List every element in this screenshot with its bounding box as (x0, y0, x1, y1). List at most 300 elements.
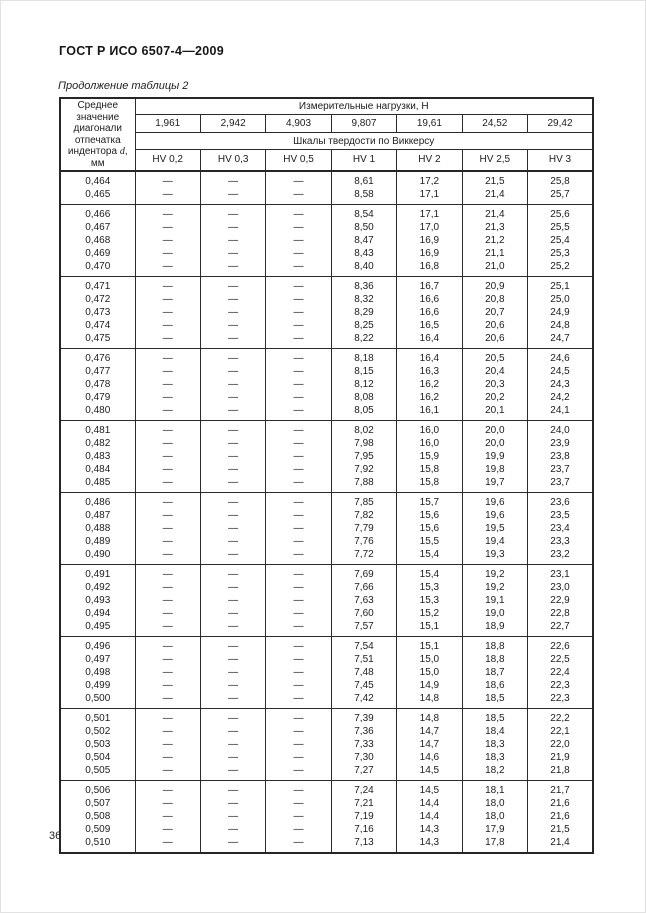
load-value-cell: 24,52 (462, 114, 527, 133)
table-row (60, 293, 593, 306)
diagonal-value-cell: 0,471 (60, 277, 135, 294)
table-row (60, 594, 593, 607)
hardness-value-cell: 19,5 (462, 522, 527, 535)
hardness-value-cell: 22,7 (528, 620, 593, 637)
hardness-value-cell: — (200, 836, 265, 853)
hardness-value-cell: — (135, 581, 200, 594)
hardness-value-cell: — (200, 607, 265, 620)
load-value-cell: 2,942 (200, 114, 265, 133)
hardness-value-cell: — (200, 221, 265, 234)
table-row (60, 823, 593, 836)
diagonal-header-cell (60, 98, 135, 171)
hardness-value-cell: 7,36 (331, 725, 396, 738)
diagonal-value-cell: 0,509 (60, 823, 135, 836)
hardness-value-cell: — (200, 349, 265, 366)
hardness-value-cell: — (200, 293, 265, 306)
table-row (60, 565, 593, 582)
hardness-value-cell: 15,6 (397, 522, 462, 535)
hardness-value-cell: — (266, 247, 331, 260)
hardness-value-cell: — (200, 764, 265, 781)
hardness-value-cell: 16,1 (397, 404, 462, 421)
hardness-value-cell: — (266, 205, 331, 222)
hardness-value-cell: 24,9 (528, 306, 593, 319)
hardness-value-cell: 7,51 (331, 653, 396, 666)
hardness-value-cell: 16,0 (397, 421, 462, 438)
hardness-value-cell: 7,24 (331, 781, 396, 798)
hardness-value-cell: 15,5 (397, 535, 462, 548)
hardness-value-cell: 8,18 (331, 349, 396, 366)
hardness-value-cell: 20,6 (462, 319, 527, 332)
hardness-value-cell: 15,4 (397, 565, 462, 582)
hardness-value-cell: — (135, 391, 200, 404)
table-row (60, 421, 593, 438)
table-row (60, 437, 593, 450)
hardness-value-cell: 16,2 (397, 391, 462, 404)
hardness-value-cell: 25,3 (528, 247, 593, 260)
hardness-value-cell: 17,1 (397, 188, 462, 205)
hardness-value-cell: 7,33 (331, 738, 396, 751)
hardness-value-cell: 19,6 (462, 509, 527, 522)
hardness-value-cell: 14,8 (397, 709, 462, 726)
hardness-value-cell: — (135, 709, 200, 726)
table-row (60, 319, 593, 332)
table-row (60, 781, 593, 798)
diagonal-value-cell: 0,500 (60, 692, 135, 709)
hardness-value-cell: — (200, 535, 265, 548)
row-group (60, 421, 593, 493)
hardness-value-cell: — (200, 332, 265, 349)
hardness-value-cell: — (266, 349, 331, 366)
hardness-value-cell: 20,1 (462, 404, 527, 421)
hardness-value-cell: 8,50 (331, 221, 396, 234)
hardness-value-cell: — (266, 679, 331, 692)
hardness-value-cell: — (135, 365, 200, 378)
hardness-value-cell: — (266, 522, 331, 535)
diagonal-value-cell: 0,468 (60, 234, 135, 247)
hardness-value-cell: 15,3 (397, 594, 462, 607)
hardness-value-cell: 23,2 (528, 548, 593, 565)
hardness-value-cell: 15,3 (397, 581, 462, 594)
hardness-value-cell: 16,7 (397, 277, 462, 294)
hardness-value-cell: 20,8 (462, 293, 527, 306)
hardness-value-cell: — (135, 188, 200, 205)
diagonal-value-cell: 0,497 (60, 653, 135, 666)
table-row (60, 522, 593, 535)
hardness-value-cell: 21,5 (528, 823, 593, 836)
hardness-value-cell: 22,1 (528, 725, 593, 738)
diagonal-value-cell: 0,464 (60, 171, 135, 188)
hardness-value-cell: 19,2 (462, 581, 527, 594)
hardness-value-cell: — (266, 319, 331, 332)
hardness-value-cell: 21,0 (462, 260, 527, 277)
hardness-value-cell: — (200, 709, 265, 726)
hardness-value-cell: — (200, 450, 265, 463)
table-row (60, 450, 593, 463)
scale-header-cell: HV 0,5 (266, 149, 331, 171)
hardness-value-cell: — (135, 738, 200, 751)
hardness-value-cell: — (200, 581, 265, 594)
hardness-value-cell: 25,7 (528, 188, 593, 205)
hardness-value-cell: — (266, 620, 331, 637)
table-row (60, 277, 593, 294)
hardness-value-cell: 23,3 (528, 535, 593, 548)
hardness-value-cell: — (135, 810, 200, 823)
hardness-value-cell: 8,47 (331, 234, 396, 247)
hardness-value-cell: — (266, 221, 331, 234)
hardness-value-cell: — (135, 509, 200, 522)
hardness-value-cell: — (266, 581, 331, 594)
hardness-value-cell: — (135, 637, 200, 654)
hardness-value-cell: 23,7 (528, 463, 593, 476)
hardness-value-cell: — (266, 188, 331, 205)
hardness-value-cell: — (200, 637, 265, 654)
hardness-value-cell: — (266, 781, 331, 798)
hardness-value-cell: 24,0 (528, 421, 593, 438)
hardness-value-cell: — (200, 391, 265, 404)
hardness-value-cell: — (135, 221, 200, 234)
table-row (60, 637, 593, 654)
scales-values-row (60, 149, 593, 171)
hardness-value-cell: 16,8 (397, 260, 462, 277)
hardness-value-cell: 16,3 (397, 365, 462, 378)
hardness-value-cell: 16,6 (397, 293, 462, 306)
table-row (60, 709, 593, 726)
hardness-value-cell: — (200, 565, 265, 582)
hardness-value-cell: — (266, 365, 331, 378)
hardness-value-cell: 8,40 (331, 260, 396, 277)
hardness-value-cell: — (266, 565, 331, 582)
hardness-value-cell: — (135, 260, 200, 277)
hardness-value-cell: — (200, 463, 265, 476)
hardness-value-cell: 21,8 (528, 764, 593, 781)
hardness-value-cell: 22,9 (528, 594, 593, 607)
hardness-value-cell: 14,4 (397, 810, 462, 823)
hardness-value-cell: 15,0 (397, 666, 462, 679)
hardness-value-cell: 18,0 (462, 797, 527, 810)
table-row (60, 221, 593, 234)
hardness-value-cell: — (266, 378, 331, 391)
hardness-value-cell: 18,4 (462, 725, 527, 738)
hardness-value-cell: 19,2 (462, 565, 527, 582)
hardness-value-cell: — (135, 234, 200, 247)
hardness-value-cell: 22,6 (528, 637, 593, 654)
hardness-value-cell: — (200, 476, 265, 493)
hardness-value-cell: — (135, 522, 200, 535)
hardness-value-cell: 7,92 (331, 463, 396, 476)
hardness-value-cell: — (266, 306, 331, 319)
hardness-value-cell: 25,0 (528, 293, 593, 306)
hardness-value-cell: 7,57 (331, 620, 396, 637)
hardness-value-cell: 18,9 (462, 620, 527, 637)
diagonal-value-cell: 0,485 (60, 476, 135, 493)
hardness-value-cell: — (266, 391, 331, 404)
hardness-value-cell: 15,7 (397, 493, 462, 510)
hardness-value-cell: — (135, 378, 200, 391)
hardness-value-cell: 8,25 (331, 319, 396, 332)
hardness-value-cell: — (135, 421, 200, 438)
hardness-value-cell: — (200, 493, 265, 510)
hardness-value-cell: — (200, 797, 265, 810)
hardness-value-cell: 18,0 (462, 810, 527, 823)
hardness-value-cell: — (266, 764, 331, 781)
hardness-value-cell: 14,9 (397, 679, 462, 692)
hardness-value-cell: 16,2 (397, 378, 462, 391)
hardness-value-cell: — (200, 205, 265, 222)
table-row (60, 463, 593, 476)
hardness-value-cell: 7,85 (331, 493, 396, 510)
hardness-value-cell: 17,9 (462, 823, 527, 836)
scale-header-cell: HV 2 (397, 149, 462, 171)
table-row (60, 764, 593, 781)
hardness-value-cell: — (200, 437, 265, 450)
hardness-value-cell: — (135, 594, 200, 607)
table-row (60, 306, 593, 319)
diagonal-value-cell: 0,498 (60, 666, 135, 679)
table-row (60, 404, 593, 421)
hardness-value-cell: 23,1 (528, 565, 593, 582)
hardness-value-cell: 7,48 (331, 666, 396, 679)
hardness-value-cell: — (266, 797, 331, 810)
hardness-value-cell: 21,5 (462, 171, 527, 188)
diagonal-value-cell: 0,506 (60, 781, 135, 798)
hardness-value-cell: 14,7 (397, 738, 462, 751)
diagonal-value-cell: 0,465 (60, 188, 135, 205)
hardness-value-cell: — (266, 836, 331, 853)
hardness-value-cell: 15,1 (397, 637, 462, 654)
hardness-value-cell: 23,6 (528, 493, 593, 510)
row-group (60, 277, 593, 349)
hardness-value-cell: 19,7 (462, 476, 527, 493)
hardness-value-cell: 7,88 (331, 476, 396, 493)
table-row (60, 332, 593, 349)
hardness-value-cell: 8,02 (331, 421, 396, 438)
diagonal-value-cell: 0,476 (60, 349, 135, 366)
scale-header-cell: HV 0,3 (200, 149, 265, 171)
diagonal-value-cell: 0,493 (60, 594, 135, 607)
hardness-value-cell: 19,3 (462, 548, 527, 565)
hardness-value-cell: 21,2 (462, 234, 527, 247)
hardness-value-cell: 18,8 (462, 653, 527, 666)
hardness-value-cell: — (200, 260, 265, 277)
hardness-value-cell: — (135, 247, 200, 260)
hardness-value-cell: — (200, 823, 265, 836)
diagonal-value-cell: 0,503 (60, 738, 135, 751)
hardness-value-cell: 23,7 (528, 476, 593, 493)
hardness-value-cell: 7,76 (331, 535, 396, 548)
hardness-value-cell: — (200, 522, 265, 535)
hardness-value-cell: — (200, 620, 265, 637)
scales-title-cell: Шкалы твердости по Виккерсу (135, 133, 593, 149)
hardness-value-cell: — (266, 709, 331, 726)
hardness-value-cell: — (200, 653, 265, 666)
hardness-value-cell: 7,79 (331, 522, 396, 535)
diagonal-value-cell: 0,504 (60, 751, 135, 764)
hardness-value-cell: 25,1 (528, 277, 593, 294)
table-row (60, 509, 593, 522)
hardness-value-cell: — (135, 836, 200, 853)
diagonal-symbol: d (119, 146, 125, 157)
hardness-value-cell: — (135, 293, 200, 306)
hardness-value-cell: 16,9 (397, 247, 462, 260)
hardness-value-cell: 22,3 (528, 679, 593, 692)
hardness-value-cell: 19,8 (462, 463, 527, 476)
diagonal-value-cell: 0,494 (60, 607, 135, 620)
table-row (60, 810, 593, 823)
diagonal-value-cell: 0,473 (60, 306, 135, 319)
loads-values-row (60, 114, 593, 133)
hardness-value-cell: — (135, 319, 200, 332)
hardness-value-cell: — (266, 738, 331, 751)
diagonal-value-cell: 0,495 (60, 620, 135, 637)
hardness-value-cell: 15,1 (397, 620, 462, 637)
hardness-value-cell: — (135, 450, 200, 463)
table-row (60, 171, 593, 188)
hardness-value-cell: 23,4 (528, 522, 593, 535)
hardness-value-cell: 8,22 (331, 332, 396, 349)
load-value-cell: 29,42 (528, 114, 593, 133)
hardness-value-cell: 18,5 (462, 709, 527, 726)
hardness-value-cell: 19,4 (462, 535, 527, 548)
hardness-value-cell: 14,4 (397, 797, 462, 810)
hardness-value-cell: 15,6 (397, 509, 462, 522)
page-number: 36 (49, 830, 62, 842)
hardness-value-cell: 20,9 (462, 277, 527, 294)
hardness-value-cell: — (200, 594, 265, 607)
hardness-value-cell: 17,2 (397, 171, 462, 188)
hardness-value-cell: — (266, 548, 331, 565)
hardness-value-cell: 7,69 (331, 565, 396, 582)
hardness-value-cell: — (135, 476, 200, 493)
diagonal-value-cell: 0,489 (60, 535, 135, 548)
hardness-value-cell: 20,6 (462, 332, 527, 349)
hardness-value-cell: 20,0 (462, 421, 527, 438)
diagonal-value-cell: 0,496 (60, 637, 135, 654)
hardness-value-cell: — (200, 404, 265, 421)
hardness-value-cell: 7,63 (331, 594, 396, 607)
hardness-value-cell: — (266, 692, 331, 709)
hardness-value-cell: 23,9 (528, 437, 593, 450)
hardness-value-cell: 7,30 (331, 751, 396, 764)
hardness-value-cell: 8,08 (331, 391, 396, 404)
hardness-value-cell: — (135, 277, 200, 294)
table-row (60, 548, 593, 565)
table-row (60, 260, 593, 277)
hardness-value-cell: 21,4 (462, 205, 527, 222)
hardness-value-cell: — (135, 653, 200, 666)
hardness-value-cell: — (135, 565, 200, 582)
hardness-value-cell: — (266, 463, 331, 476)
hardness-value-cell: — (135, 607, 200, 620)
hardness-value-cell: 7,27 (331, 764, 396, 781)
load-value-cell: 1,961 (135, 114, 200, 133)
hardness-value-cell: — (266, 493, 331, 510)
hardness-value-cell: — (266, 234, 331, 247)
hardness-value-cell: 8,36 (331, 277, 396, 294)
table-header (60, 98, 593, 171)
hardness-value-cell: 14,8 (397, 692, 462, 709)
hardness-value-cell: — (266, 607, 331, 620)
diagonal-value-cell: 0,491 (60, 565, 135, 582)
hardness-value-cell: — (266, 751, 331, 764)
hardness-value-cell: 19,1 (462, 594, 527, 607)
hardness-value-cell: 16,6 (397, 306, 462, 319)
hardness-value-cell: 20,4 (462, 365, 527, 378)
hardness-value-cell: 24,3 (528, 378, 593, 391)
table-row (60, 666, 593, 679)
hardness-value-cell: 22,8 (528, 607, 593, 620)
hardness-value-cell: — (200, 188, 265, 205)
diagonal-value-cell: 0,481 (60, 421, 135, 438)
hardness-value-cell: 8,61 (331, 171, 396, 188)
hardness-value-cell: — (200, 509, 265, 522)
diagonal-value-cell: 0,482 (60, 437, 135, 450)
hardness-value-cell: 20,2 (462, 391, 527, 404)
table-row (60, 607, 593, 620)
table-row (60, 476, 593, 493)
hardness-value-cell: — (135, 463, 200, 476)
hardness-value-cell: — (135, 493, 200, 510)
hardness-value-cell: 21,6 (528, 810, 593, 823)
hardness-value-cell: 21,3 (462, 221, 527, 234)
table-row (60, 653, 593, 666)
hardness-value-cell: 7,72 (331, 548, 396, 565)
diagonal-value-cell: 0,469 (60, 247, 135, 260)
diagonal-value-cell: 0,505 (60, 764, 135, 781)
hardness-value-cell: 23,5 (528, 509, 593, 522)
row-group (60, 781, 593, 854)
hardness-value-cell: 19,9 (462, 450, 527, 463)
hardness-value-cell: — (266, 260, 331, 277)
diagonal-header-text: Среднее значение диагонали отпечатка индентора (67, 100, 122, 157)
hardness-value-cell: — (266, 277, 331, 294)
hardness-value-cell: 7,21 (331, 797, 396, 810)
hardness-value-cell: — (266, 171, 331, 188)
hardness-value-cell: 24,5 (528, 365, 593, 378)
hardness-value-cell: — (266, 666, 331, 679)
hardness-value-cell: 14,7 (397, 725, 462, 738)
diagonal-value-cell: 0,477 (60, 365, 135, 378)
hardness-value-cell: — (200, 810, 265, 823)
hardness-value-cell: — (200, 781, 265, 798)
hardness-value-cell: 22,3 (528, 692, 593, 709)
hardness-value-cell: — (200, 306, 265, 319)
hardness-value-cell: — (200, 751, 265, 764)
load-value-cell: 9,807 (331, 114, 396, 133)
hardness-value-cell: — (135, 692, 200, 709)
diagonal-value-cell: 0,488 (60, 522, 135, 535)
diagonal-unit: , мм (90, 146, 128, 169)
row-group (60, 349, 593, 421)
hardness-value-cell: — (135, 535, 200, 548)
hardness-value-cell: 21,9 (528, 751, 593, 764)
hardness-value-cell: 18,1 (462, 781, 527, 798)
hardness-value-cell: — (200, 679, 265, 692)
scales-title-row (60, 133, 593, 149)
hardness-value-cell: 21,4 (528, 836, 593, 853)
table-row (60, 234, 593, 247)
diagonal-value-cell: 0,483 (60, 450, 135, 463)
hardness-value-cell: 25,2 (528, 260, 593, 277)
diagonal-value-cell: 0,508 (60, 810, 135, 823)
hardness-value-cell: — (200, 725, 265, 738)
hardness-value-cell: 7,66 (331, 581, 396, 594)
hardness-value-cell: 15,2 (397, 607, 462, 620)
hardness-value-cell: 18,7 (462, 666, 527, 679)
scale-header-cell: HV 3 (528, 149, 593, 171)
hardness-value-cell: 24,7 (528, 332, 593, 349)
diagonal-value-cell: 0,470 (60, 260, 135, 277)
diagonal-value-cell: 0,501 (60, 709, 135, 726)
